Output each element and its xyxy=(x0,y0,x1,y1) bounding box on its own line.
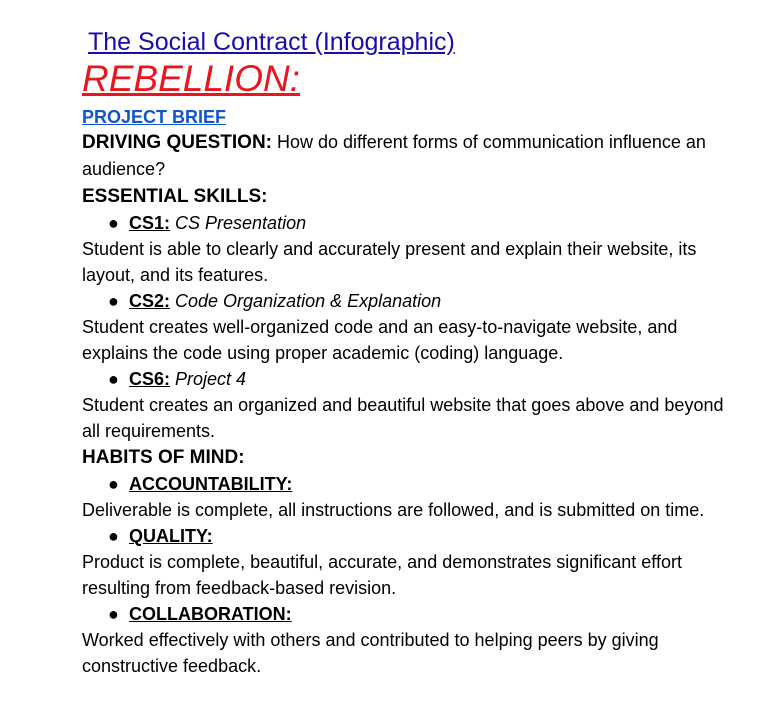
bullet-icon: ● xyxy=(108,526,119,546)
habit-code: ACCOUNTABILITY: xyxy=(129,474,293,494)
bullet-icon: ● xyxy=(108,291,119,311)
document-page xyxy=(82,26,732,679)
skill-code: CS6: xyxy=(129,369,171,389)
habit-code: COLLABORATION: xyxy=(129,604,292,624)
driving-question xyxy=(82,129,732,183)
habit-text-quality: Product is complete, beautiful, accurate, and demonstrates significant effort resulting from feedback-based revision. xyxy=(82,552,682,598)
driving-question-label: DRIVING QUESTION: xyxy=(82,132,273,153)
skill-bullet-cs6 xyxy=(82,366,732,392)
skill-bullet-cs2 xyxy=(82,288,732,314)
skill-code: CS1: xyxy=(129,213,171,233)
bullet-icon: ● xyxy=(108,369,119,389)
skill-text-cs6: Student creates an organized and beautiful website that goes above and beyond all requirements. xyxy=(82,395,724,441)
bullet-icon: ● xyxy=(108,213,119,233)
skill-bullet-cs1 xyxy=(82,210,732,236)
page-title: REBELLION: xyxy=(82,58,300,99)
bullet-icon: ● xyxy=(108,604,119,624)
bullet-icon: ● xyxy=(108,474,119,494)
habits-of-mind-heading: HABITS OF MIND: xyxy=(82,447,245,468)
habit-bullet-collaboration xyxy=(82,601,732,627)
habit-bullet-quality xyxy=(82,523,732,549)
habit-text-accountability: Deliverable is complete, all instructions are followed, and is submitted on time. xyxy=(82,500,705,520)
habit-bullet-accountability xyxy=(82,471,732,497)
habit-text-collaboration: Worked effectively with others and contributed to helping peers by giving constructive feedback. xyxy=(82,630,659,676)
habit-code: QUALITY: xyxy=(129,526,213,546)
project-brief-link[interactable]: PROJECT BRIEF xyxy=(82,107,227,127)
essential-skills-heading: ESSENTIAL SKILLS: xyxy=(82,186,268,207)
skill-text-cs1: Student is able to clearly and accurately present and explain their website, its layout, and its features. xyxy=(82,239,697,285)
skill-text-cs2: Student creates well-organized code and an easy-to-navigate website, and explains the code using proper academic (coding) language. xyxy=(82,317,678,363)
skill-code: CS2: xyxy=(129,291,171,311)
driving-question-text: How do different forms of communication influence an audience? xyxy=(82,132,706,179)
skill-desc: CS Presentation xyxy=(175,213,307,233)
social-contract-link[interactable]: The Social Contract (Infographic) xyxy=(88,28,455,56)
skill-desc: Project 4 xyxy=(175,369,247,389)
skill-desc: Code Organization & Explanation xyxy=(175,291,442,311)
